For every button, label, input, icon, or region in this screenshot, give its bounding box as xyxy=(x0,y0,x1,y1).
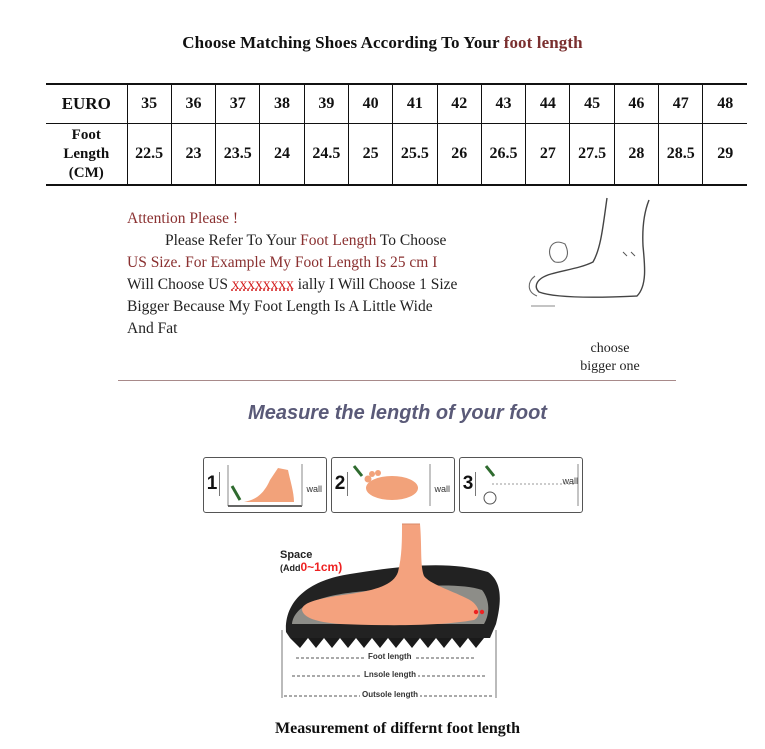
foot-length-cell: 27 xyxy=(526,124,570,186)
attention-note xyxy=(127,208,537,340)
euro-size-cell: 48 xyxy=(703,84,747,124)
title-text: Choose Matching Shoes According To Your xyxy=(182,33,504,52)
foot-length-cell: 28 xyxy=(614,124,658,186)
euro-size-cell: 42 xyxy=(437,84,481,124)
foot-length-cell: 23.5 xyxy=(216,124,260,186)
euro-label: EURO xyxy=(46,84,127,124)
step-1-number: 1 xyxy=(205,472,220,496)
attention-line-1: Please Refer To Your Foot Length To Choose xyxy=(165,232,447,249)
foot-length-cell: 25.5 xyxy=(393,124,437,186)
attention-line-4: Bigger Because My Foot Length Is A Little Wide xyxy=(127,298,433,315)
step-2 xyxy=(331,457,455,513)
attention-line-3: Will Choose US xxxxxxxx ially I Will Choose 1 Size xyxy=(127,276,458,293)
wall-label: wall xyxy=(434,484,450,494)
foot-length-cell: 26 xyxy=(437,124,481,186)
euro-size-cell: 39 xyxy=(304,84,348,124)
space-label: Space (Add0~1cm) xyxy=(280,549,343,574)
euro-row xyxy=(46,84,747,124)
wall-label: wall xyxy=(562,476,578,486)
euro-size-cell: 40 xyxy=(348,84,392,124)
foot-length-cell: 22.5 xyxy=(127,124,171,186)
attention-title: Attention Please ! xyxy=(127,210,239,227)
chart-title xyxy=(0,33,765,53)
step-3 xyxy=(459,457,583,513)
foot-length-cell: 26.5 xyxy=(481,124,525,186)
divider xyxy=(118,380,676,381)
foot-length-cell: 25 xyxy=(348,124,392,186)
choose-bigger-note: choose bigger one xyxy=(580,341,640,374)
foot-length-cell: 27.5 xyxy=(570,124,614,186)
euro-size-cell: 45 xyxy=(570,84,614,124)
euro-size-cell: 35 xyxy=(127,84,171,124)
foot-length-cell: 23 xyxy=(171,124,215,186)
euro-size-cell: 44 xyxy=(526,84,570,124)
measure-title: Measure the length of your foot xyxy=(248,402,547,424)
euro-size-cell: 37 xyxy=(216,84,260,124)
insole-length-label: Lnsole length xyxy=(364,670,416,679)
attention-line-2: US Size. For Example My Foot Length Is 25 cm I xyxy=(127,254,438,271)
euro-size-cell: 36 xyxy=(171,84,215,124)
euro-size-cell: 41 xyxy=(393,84,437,124)
title-accent: foot length xyxy=(503,33,583,52)
wall-label: wall xyxy=(306,484,322,494)
outsole-length-label: Outsole length xyxy=(362,690,418,699)
caption: Measurement of differnt foot length xyxy=(275,720,520,737)
foot-sketch-icon xyxy=(515,196,665,316)
euro-size-cell: 47 xyxy=(659,84,703,124)
size-table xyxy=(46,83,747,186)
attention-line-5: And Fat xyxy=(127,320,178,337)
foot-length-cell: 28.5 xyxy=(659,124,703,186)
foot-side-icon xyxy=(222,460,304,510)
foot-length-cell: 24 xyxy=(260,124,304,186)
euro-size-cell: 38 xyxy=(260,84,304,124)
foot-length-label: Foot Length (CM) xyxy=(63,126,110,181)
euro-size-cell: 43 xyxy=(481,84,525,124)
foot-length-cell: 29 xyxy=(703,124,747,186)
euro-size-cell: 46 xyxy=(614,84,658,124)
foot-length-row xyxy=(46,124,747,186)
step-1 xyxy=(203,457,327,513)
foot-length-cell: 24.5 xyxy=(304,124,348,186)
step-3-number: 3 xyxy=(461,472,476,496)
step-2-number: 2 xyxy=(333,472,348,496)
foot-top-icon xyxy=(350,460,432,510)
foot-length-label: Foot length xyxy=(368,652,412,661)
